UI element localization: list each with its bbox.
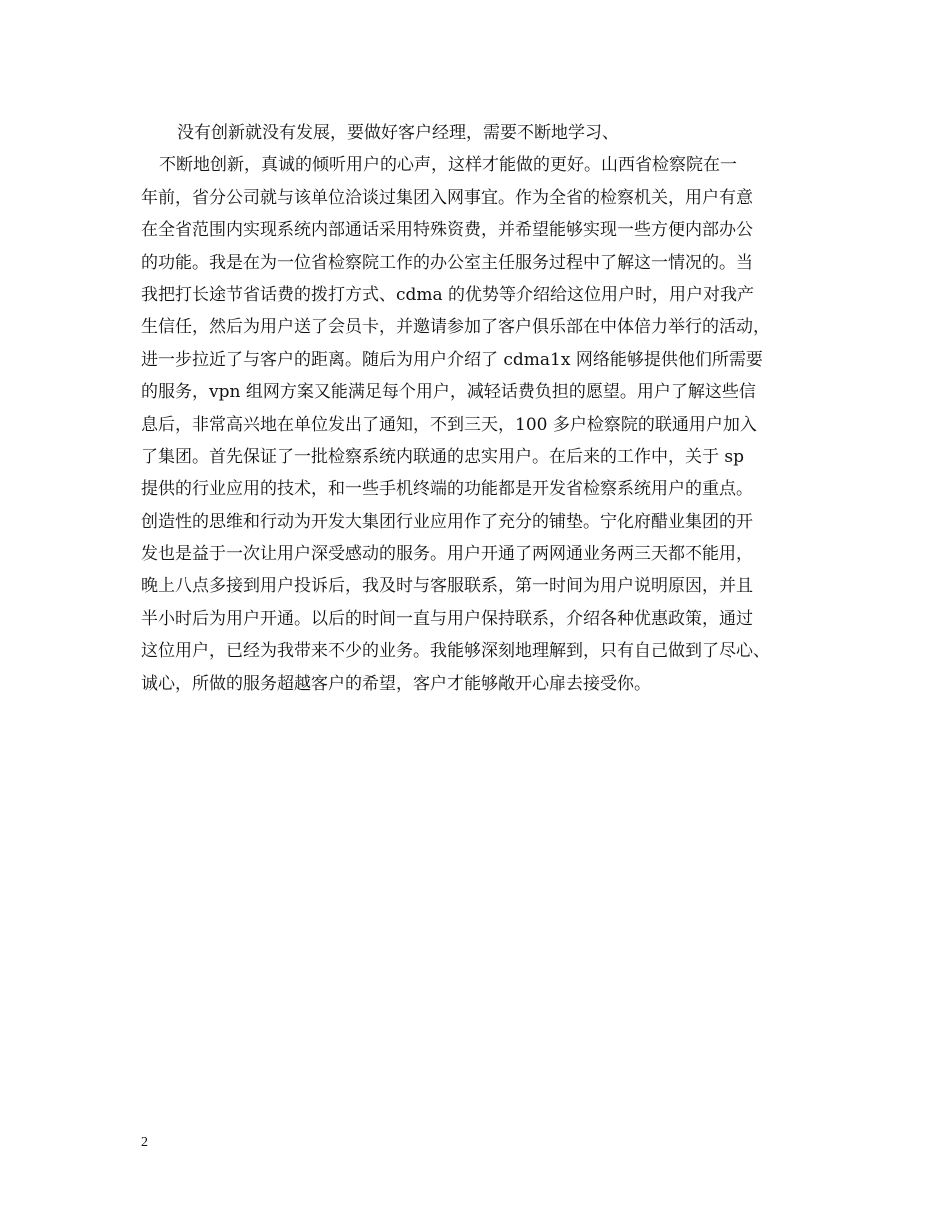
text-line: 发也是益于一次让用户深受感动的服务。用户开通了两网通业务两三天都不能用， [141, 544, 753, 565]
text-line: 的服务，vpn 组网方案又能满足每个用户，减轻话费负担的愿望。用户了解这些信 [141, 382, 756, 403]
text-line: 半小时后为用户开通。以后的时间一直与用户保持联系，介绍各种优惠政策，通过 [141, 608, 753, 629]
text-line: 这位用户，已经为我带来不少的业务。我能够深刻地理解到，只有自己做到了尽心、 [141, 641, 770, 662]
text-line: 年前，省分公司就与该单位洽谈过集团入网事宜。作为全省的检察机关，用户有意 [141, 187, 753, 208]
text-line: 诚心，所做的服务超越客户的希望，客户才能够敞开心扉去接受你。 [141, 673, 651, 694]
text-line: 了集团。首先保证了一批检察系统内联通的忠实用户。在后来的工作中，关于 sp [141, 446, 745, 467]
text-line: 晚上八点多接到用户投诉后，我及时与客服联系，第一时间为用户说明原因，并且 [141, 576, 753, 597]
text-line: 没有创新就没有发展，要做好客户经理，需要不断地学习、 [177, 123, 619, 143]
text-line: 提供的行业应用的技术，和一些手机终端的功能都是开发省检察系统用户的重点。 [141, 479, 753, 500]
text-line: 的功能。我是在为一位省检察院工作的办公室主任服务过程中了解这一情况的。当 [141, 252, 753, 273]
text-line: 息后，非常高兴地在单位发出了通知，不到三天，100 多户检察院的联通用户加入 [141, 414, 757, 435]
text-line: 我把打长途节省话费的拨打方式、cdma 的优势等介绍给这位用户时，用户对我产 [141, 284, 755, 305]
text-line: 创造性的思维和行动为开发大集团行业应用作了充分的铺垫。宁化府醋业集团的开 [141, 511, 753, 532]
text-line: 不断地创新，真诚的倾听用户的心声，这样才能做的更好。山西省检察院在一 [159, 155, 737, 176]
text-line: 进一步拉近了与客户的距离。随后为用户介绍了 cdma1x 网络能够提供他们所需要 [141, 349, 763, 370]
page-number: 2 [141, 1135, 148, 1150]
body-text [141, 117, 831, 700]
text-line: 生信任，然后为用户送了会员卡，并邀请参加了客户俱乐部在中体倍力举行的活动， [141, 317, 770, 338]
text-line: 在全省范围内实现系统内部通话采用特殊资费，并希望能够实现一些方便内部办公 [141, 220, 753, 241]
